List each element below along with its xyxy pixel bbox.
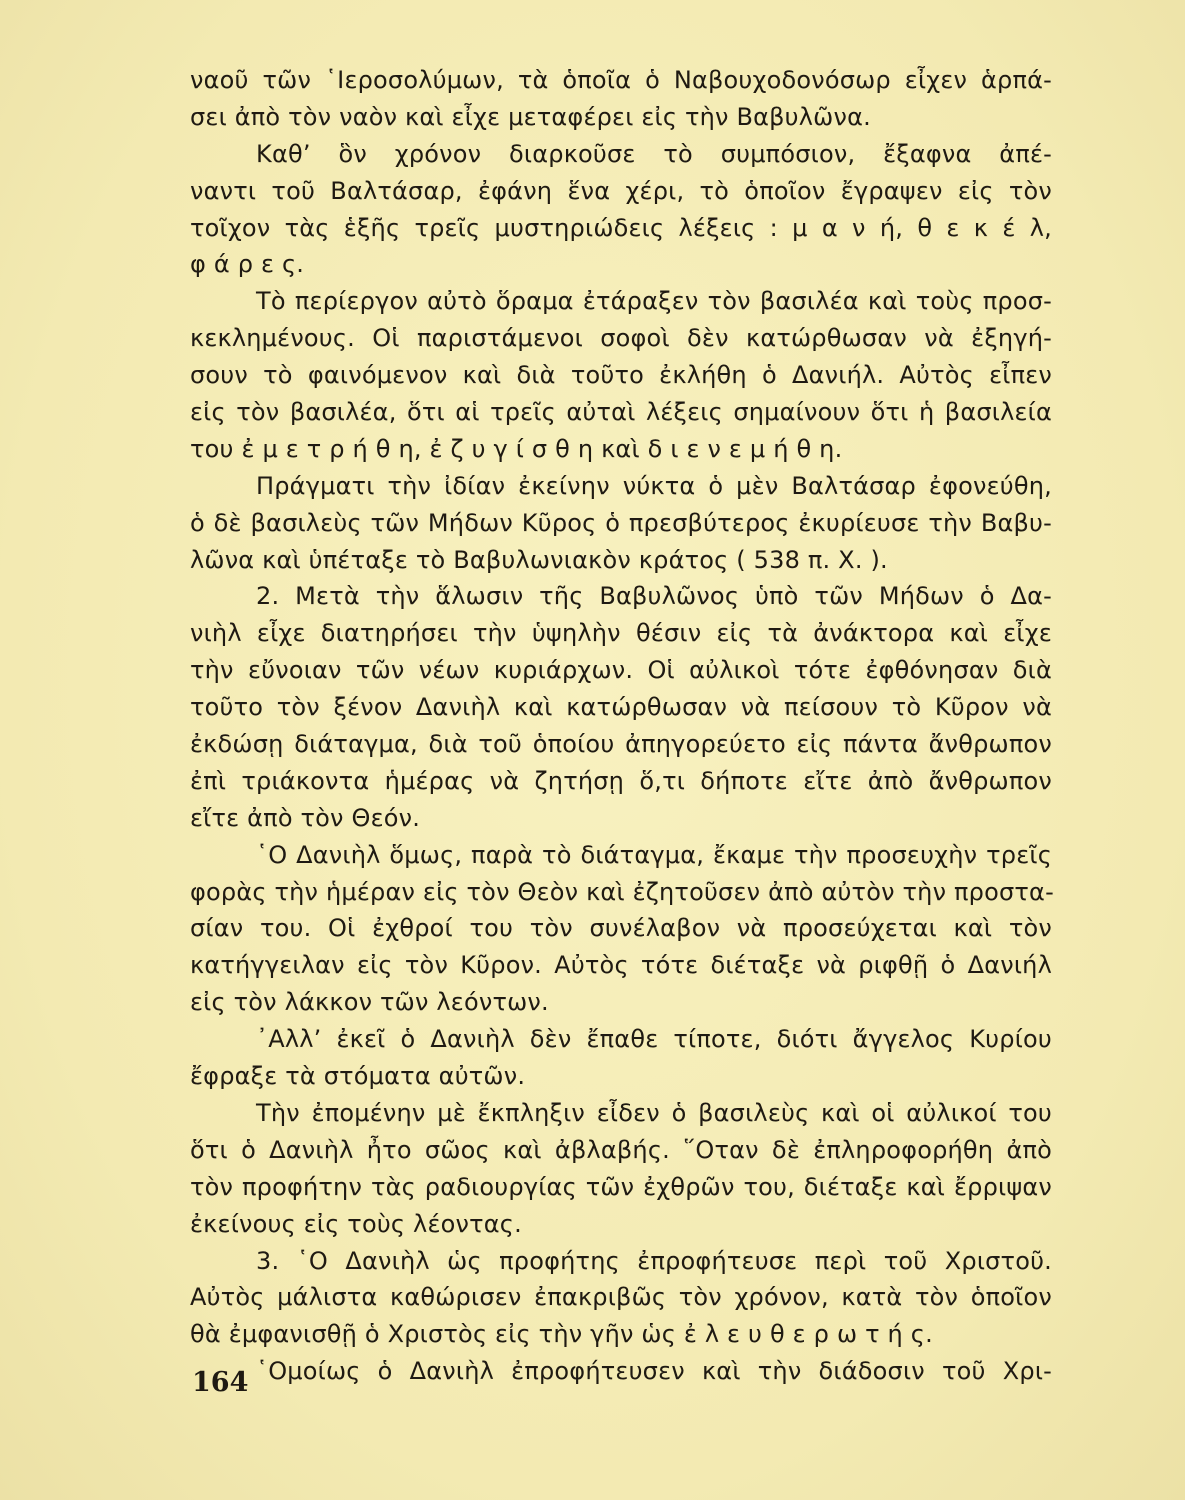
text-line: ἐπὶ τριάκοντα ἡμέρας νὰ ζητήσῃ ὅ,τι δήποτε εἴτε ἀπὸ ἄνθρωπον <box>190 766 1052 795</box>
text-line: τὴν εὔνοιαν τῶν νέων κυριάρχων. Οἱ αὐλικοὶ τότε ἐφθόνησαν διὰ <box>190 656 1052 685</box>
text-line: ναοῦ τῶν ῾Ιεροσολύμων, τὰ ὁποῖα ὁ Ναβουχοδονόσωρ εἶχεν ἁρπά- <box>190 66 1052 94</box>
text-line: 3. ῾Ο Δανιὴλ ὡς προφήτης ἐπροφήτευσε περὶ τοῦ Χριστοῦ. <box>256 1246 1052 1275</box>
text-line: τοῦτο τὸν ξένον Δανιὴλ καὶ κατώρθωσαν νὰ πείσουν τὸ Κῦρον νὰ <box>190 693 1052 722</box>
text-line: Αὐτὸς μάλιστα καθώρισεν ἐπακριβῶς τὸν χρόνον, κατὰ τὸν ὁποῖον <box>190 1283 1052 1312</box>
text-line: ναντι τοῦ Βαλτάσαρ, ἐφάνη ἕνα χέρι, τὸ ὁποῖον ἔγραψεν εἰς τὸν <box>190 176 1052 205</box>
page-number: 164 <box>192 1367 249 1398</box>
text-line: σουν τὸ φαινόμενον καὶ διὰ τοῦτο ἐκλήθη ὁ Δανιήλ. Αὐτὸς εἶπεν <box>190 361 1052 390</box>
text-line: του ἐ μ ε τ ρ ή θ η, ἐ ζ υ γ ί σ θ η καὶ δ ι ε ν ε μ ή θ η. <box>190 434 843 463</box>
text-line: Τὴν ἐπομένην μὲ ἔκπληξιν εἶδεν ὁ βασιλεὺς καὶ οἱ αὐλικοί του <box>256 1098 1052 1127</box>
text-line: ἐκείνους εἰς τοὺς λέοντας. <box>190 1209 522 1238</box>
text-line: νιὴλ εἶχε διατηρήσει τὴν ὑψηλὴν θέσιν εἰς τὰ ἀνάκτορα καὶ εἶχε <box>190 619 1052 648</box>
text-line: σίαν του. Οἱ ἐχθροί του τὸν συνέλαβον νὰ προσεύχεται καὶ τὸν <box>190 914 1052 943</box>
text-line: ἐκδώσῃ διάταγμα, διὰ τοῦ ὁποίου ἀπηγορεύετο εἰς πάντα ἄνθρωπον <box>190 730 1052 759</box>
text-line: Τὸ περίεργον αὐτὸ ὅραμα ἐτάραξεν τὸν βασιλέα καὶ τοὺς προσ- <box>256 287 1052 316</box>
text-line: ὅτι ὁ Δανιὴλ ἦτο σῶος καὶ ἀβλαβής. ῞Οταν δὲ ἐπληροφορήθη ἀπὸ <box>190 1135 1052 1164</box>
text-line: φ ά ρ ε ς. <box>190 250 305 279</box>
body-text <box>190 62 1052 1390</box>
text-line: εἴτε ἀπὸ τὸν Θεόν. <box>190 803 421 832</box>
text-line: ᾿Αλλ’ ἐκεῖ ὁ Δανιὴλ δὲν ἔπαθε τίποτε, διότι ἄγγελος Κυρίου <box>256 1025 1052 1054</box>
text-line: Πράγματι τὴν ἰδίαν ἐκείνην νύκτα ὁ μὲν Βαλτάσαρ ἐφονεύθη, <box>256 471 1052 500</box>
text-line: τὸν προφήτην τὰς ραδιουργίας τῶν ἐχθρῶν του, διέταξε καὶ ἔρριψαν <box>190 1172 1052 1201</box>
text-line: κεκλημένους. Οἱ παριστάμενοι σοφοὶ δὲν κατώρθωσαν νὰ ἐξηγή- <box>190 324 1052 353</box>
text-line: ἔφραξε τὰ στόματα αὐτῶν. <box>190 1062 526 1091</box>
text-line: κατήγγειλαν εἰς τὸν Κῦρον. Αὐτὸς τότε διέταξε νὰ ριφθῇ ὁ Δανιήλ <box>190 951 1052 980</box>
text-line: τοῖχον τὰς ἑξῆς τρεῖς μυστηριώδεις λέξεις : μ α ν ή, θ ε κ έ λ, <box>190 213 1052 242</box>
text-line: σει ἀπὸ τὸν ναὸν καὶ εἶχε μεταφέρει εἰς τὴν Βαβυλῶνα. <box>190 102 871 131</box>
text-line: ῾Ομοίως ὁ Δανιὴλ ἐπροφήτευσεν καὶ τὴν διάδοσιν τοῦ Χρι- <box>256 1357 1052 1386</box>
text-line: 2. Μετὰ τὴν ἅλωσιν τῆς Βαβυλῶνος ὑπὸ τῶν Μήδων ὁ Δα- <box>256 582 1052 611</box>
text-line: ὁ δὲ βασιλεὺς τῶν Μήδων Κῦρος ὁ πρεσβύτερος ἐκυρίευσε τὴν Βαβυ- <box>190 508 1052 537</box>
text-line: Καθ’ ὃν χρόνον διαρκοῦσε τὸ συμπόσιον, ἔξαφνα ἀπέ- <box>256 139 1052 168</box>
text-line: ῾Ο Δανιὴλ ὅμως, παρὰ τὸ διάταγμα, ἔκαμε τὴν προσευχὴν τρεῖς <box>256 840 1052 869</box>
text-line: θὰ ἐμφανισθῇ ὁ Χριστὸς εἰς τὴν γῆν ὡς ἐ λ ε υ θ ε ρ ω τ ή ς. <box>190 1320 933 1349</box>
text-line: εἰς τὸν λάκκον τῶν λεόντων. <box>190 988 549 1017</box>
text-line: φορὰς τὴν ἡμέραν εἰς τὸν Θεὸν καὶ ἐζητοῦσεν ἀπὸ αὐτὸν τὴν προστα- <box>190 877 1054 906</box>
text-line: εἰς τὸν βασιλέα, ὅτι αἱ τρεῖς αὐταὶ λέξεις σημαίνουν ὅτι ἡ βασιλεία <box>190 398 1052 427</box>
text-line: λῶνα καὶ ὑπέταξε τὸ Βαβυλωνιακὸν κράτος ( 538 π. Χ. ). <box>190 545 888 574</box>
